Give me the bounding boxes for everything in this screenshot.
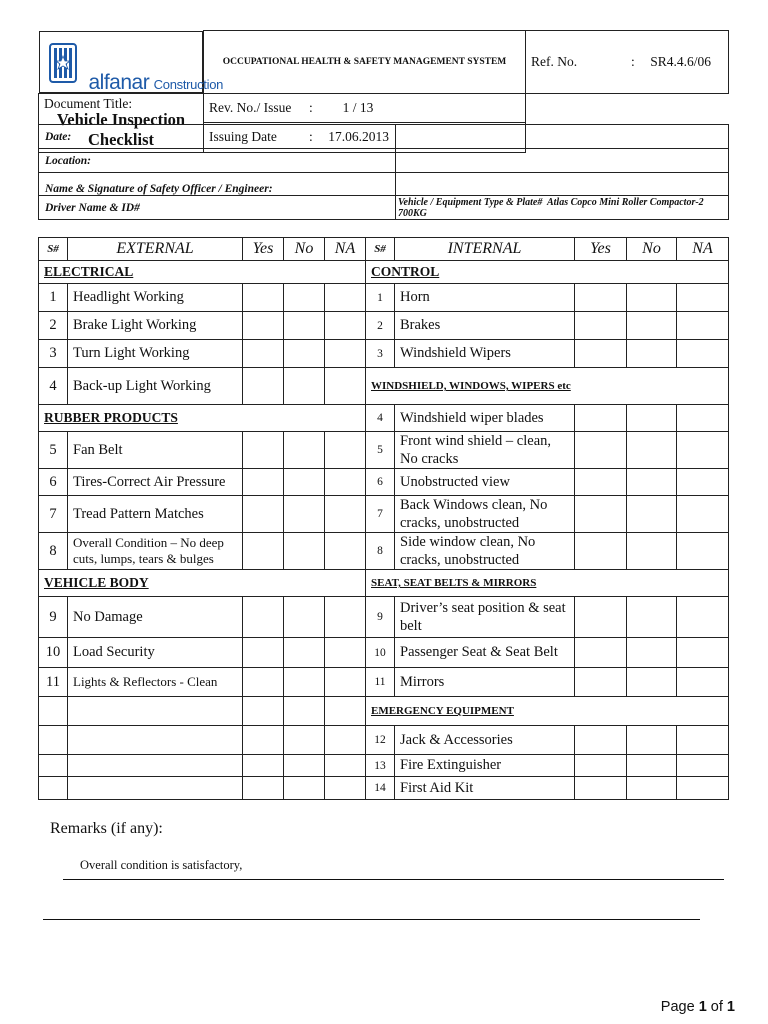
ext-item-label: Fan Belt (68, 432, 243, 469)
vehicle-type-label: Vehicle / Equipment Type & Plate# (398, 196, 543, 208)
int-na-checkbox[interactable] (677, 638, 729, 668)
ext-yes-checkbox[interactable] (243, 496, 284, 533)
int-no-checkbox[interactable] (627, 638, 677, 668)
int-item-number: 5 (366, 432, 395, 469)
int-yes-checkbox[interactable] (575, 284, 627, 312)
ext-no-checkbox[interactable] (284, 496, 325, 533)
ext-item-label: Overall Condition – No deep cuts, lumps, tears & bulges (68, 533, 243, 570)
int-item-number: 14 (366, 777, 395, 800)
ext-item-label: Turn Light Working (68, 340, 243, 368)
issuing-date-value: 17.06.2013 (328, 129, 389, 144)
ext-item-label: Tread Pattern Matches (68, 496, 243, 533)
ext-empty-cell (39, 726, 68, 755)
int-yes-checkbox[interactable] (575, 755, 627, 777)
int-item-number: 6 (366, 469, 395, 496)
int-item-label: Brakes (395, 312, 575, 340)
ext-na-checkbox[interactable] (325, 432, 366, 469)
int-item-label: Unobstructed view (395, 469, 575, 496)
ext-na-checkbox[interactable] (325, 533, 366, 570)
int-no-checkbox[interactable] (627, 726, 677, 755)
col-no-internal: No (627, 238, 677, 261)
ext-yes-checkbox[interactable] (243, 432, 284, 469)
revision-label: Rev. No./ Issue (209, 99, 292, 115)
int-no-checkbox[interactable] (627, 777, 677, 800)
of-word: of (710, 999, 723, 1015)
col-sn-external: S# (39, 238, 68, 261)
remarks-label: Remarks (if any): (50, 820, 163, 837)
col-na-external: NA (325, 238, 366, 261)
ext-item-label: Lights & Reflectors - Clean (68, 668, 243, 697)
int-na-checkbox[interactable] (677, 469, 729, 496)
ext-na-checkbox[interactable] (325, 368, 366, 405)
int-item-label: Windshield Wipers (395, 340, 575, 368)
ref-colon: : (631, 53, 635, 69)
int-na-checkbox[interactable] (677, 284, 729, 312)
ext-yes-checkbox[interactable] (243, 533, 284, 570)
int-yes-checkbox[interactable] (575, 432, 627, 469)
int-no-checkbox[interactable] (627, 496, 677, 533)
ext-yes-checkbox[interactable] (243, 755, 284, 777)
ext-yes-checkbox[interactable] (243, 777, 284, 800)
col-na-internal: NA (677, 238, 729, 261)
issuing-date-colon: : (309, 129, 313, 144)
int-item-number: 10 (366, 638, 395, 668)
ext-no-checkbox[interactable] (284, 668, 325, 697)
remarks-line-1 (63, 879, 724, 880)
int-item-label: Windshield wiper blades (395, 405, 575, 432)
document-title-label: Document Title: (44, 95, 133, 111)
ext-yes-checkbox[interactable] (243, 469, 284, 496)
location-field[interactable] (396, 149, 729, 173)
int-item-label: Mirrors (395, 668, 575, 697)
location-label: Location: (39, 149, 396, 173)
ext-empty-cell (39, 777, 68, 800)
date-label: Date: (39, 125, 396, 149)
int-item-number: 1 (366, 284, 395, 312)
ext-yes-checkbox[interactable] (243, 638, 284, 668)
int-na-checkbox[interactable] (677, 405, 729, 432)
ext-no-checkbox[interactable] (284, 432, 325, 469)
date-field[interactable] (396, 125, 729, 149)
driver-label: Driver Name & ID# (39, 196, 396, 220)
section-emergency-equipment: EMERGENCY EQUIPMENT (366, 697, 729, 726)
ref-number-cell (526, 31, 729, 94)
ext-na-checkbox[interactable] (325, 340, 366, 368)
section-windshield: WINDSHIELD, WINDOWS, WIPERS etc (366, 368, 729, 405)
vehicle-type-value: Atlas Copco Mini Roller Compactor-2 700KG (398, 196, 704, 219)
col-internal: INTERNAL (395, 238, 575, 261)
int-no-checkbox[interactable] (627, 755, 677, 777)
int-item-number: 8 (366, 533, 395, 570)
int-item-label: Horn (395, 284, 575, 312)
int-no-checkbox[interactable] (627, 312, 677, 340)
vehicle-type-cell (396, 196, 729, 220)
ext-na-checkbox[interactable] (325, 638, 366, 668)
ext-na-checkbox[interactable] (325, 668, 366, 697)
int-item-label: Front wind shield – clean, No cracks (395, 432, 575, 469)
ext-item-label: Brake Light Working (68, 312, 243, 340)
ext-item-label: Back-up Light Working (68, 368, 243, 405)
int-item-number: 7 (366, 496, 395, 533)
int-item-number: 13 (366, 755, 395, 777)
ext-empty-cell (39, 755, 68, 777)
document-title: Vehicle Inspection Checklist (56, 109, 186, 149)
section-seat-belts-mirrors: SEAT, SEAT BELTS & MIRRORS (366, 570, 729, 597)
revision-cell (204, 93, 526, 122)
int-yes-checkbox[interactable] (575, 597, 627, 638)
ext-no-checkbox[interactable] (284, 697, 325, 726)
section-rubber-products: RUBBER PRODUCTS (39, 405, 366, 432)
ext-item-label: Tires-Correct Air Pressure (68, 469, 243, 496)
section-vehicle-body: VEHICLE BODY (39, 570, 366, 597)
section-control: CONTROL (366, 261, 729, 284)
int-na-checkbox[interactable] (677, 726, 729, 755)
int-no-checkbox[interactable] (627, 469, 677, 496)
page-total: 1 (726, 999, 735, 1015)
int-na-checkbox[interactable] (677, 755, 729, 777)
int-na-checkbox[interactable] (677, 312, 729, 340)
int-yes-checkbox[interactable] (575, 777, 627, 800)
ref-label: Ref. No. (531, 53, 578, 69)
int-no-checkbox[interactable] (627, 405, 677, 432)
int-yes-checkbox[interactable] (575, 638, 627, 668)
page-word: Page (660, 999, 695, 1015)
int-yes-checkbox[interactable] (575, 533, 627, 570)
int-item-number: 11 (366, 668, 395, 697)
ref-value: SR4.4.6/06 (650, 53, 711, 69)
int-na-checkbox[interactable] (677, 668, 729, 697)
ext-empty-cell (39, 697, 68, 726)
int-na-checkbox[interactable] (677, 496, 729, 533)
int-yes-checkbox[interactable] (575, 405, 627, 432)
int-yes-checkbox[interactable] (575, 496, 627, 533)
int-item-label: Driver’s seat position & seat belt (395, 597, 575, 638)
ext-item-number: 11 (39, 668, 68, 697)
inspection-info-table (38, 124, 729, 220)
section-electrical: ELECTRICAL (39, 261, 366, 284)
int-item-label: First Aid Kit (395, 777, 575, 800)
int-no-checkbox[interactable] (627, 533, 677, 570)
int-yes-checkbox[interactable] (575, 340, 627, 368)
ext-no-checkbox[interactable] (284, 638, 325, 668)
ext-no-checkbox[interactable] (284, 312, 325, 340)
ext-empty-cell (68, 697, 243, 726)
ext-na-checkbox[interactable] (325, 597, 366, 638)
issuing-date-label: Issuing Date (209, 129, 277, 144)
int-na-checkbox[interactable] (677, 777, 729, 800)
int-yes-checkbox[interactable] (575, 726, 627, 755)
int-item-label: Jack & Accessories (395, 726, 575, 755)
int-na-checkbox[interactable] (677, 597, 729, 638)
int-item-label: Fire Extinguisher (395, 755, 575, 777)
ext-na-checkbox[interactable] (325, 697, 366, 726)
ext-yes-checkbox[interactable] (243, 668, 284, 697)
company-logo (39, 31, 224, 94)
page-number (661, 999, 735, 1015)
ext-no-checkbox[interactable] (284, 340, 325, 368)
ext-item-label: No Damage (68, 597, 243, 638)
ext-no-checkbox[interactable] (284, 755, 325, 777)
management-system-title: OCCUPATIONAL HEALTH & SAFETY MANAGEMENT SYSTEM (204, 31, 526, 94)
int-item-label: Passenger Seat & Seat Belt (395, 638, 575, 668)
logo-company-text: alfanar (88, 70, 150, 94)
int-no-checkbox[interactable] (627, 284, 677, 312)
int-no-checkbox[interactable] (627, 432, 677, 469)
col-no-external: No (284, 238, 325, 261)
ext-yes-checkbox[interactable] (243, 697, 284, 726)
ext-no-checkbox[interactable] (284, 533, 325, 570)
ext-yes-checkbox[interactable] (243, 368, 284, 405)
checklist-table (38, 237, 729, 800)
int-na-checkbox[interactable] (677, 533, 729, 570)
int-yes-checkbox[interactable] (575, 469, 627, 496)
int-item-number: 9 (366, 597, 395, 638)
int-item-number: 4 (366, 405, 395, 432)
safety-officer-label: Name & Signature of Safety Officer / Engineer: (39, 173, 396, 196)
ext-no-checkbox[interactable] (284, 597, 325, 638)
ext-item-number: 7 (39, 496, 68, 533)
remarks-line-2 (43, 919, 700, 920)
ext-no-checkbox[interactable] (284, 368, 325, 405)
ext-yes-checkbox[interactable] (243, 340, 284, 368)
ext-item-number: 3 (39, 340, 68, 368)
ext-empty-cell (68, 755, 243, 777)
ext-empty-cell (68, 726, 243, 755)
int-yes-checkbox[interactable] (575, 312, 627, 340)
col-yes-external: Yes (243, 238, 284, 261)
ext-no-checkbox[interactable] (284, 469, 325, 496)
ext-item-number: 9 (39, 597, 68, 638)
int-item-label: Side window clean, No cracks, unobstructed (395, 533, 575, 570)
ext-item-number: 8 (39, 533, 68, 570)
ext-item-number: 4 (39, 368, 68, 405)
ext-na-checkbox[interactable] (325, 284, 366, 312)
ext-na-checkbox[interactable] (325, 496, 366, 533)
int-no-checkbox[interactable] (627, 597, 677, 638)
ext-na-checkbox[interactable] (325, 726, 366, 755)
int-no-checkbox[interactable] (627, 340, 677, 368)
col-yes-internal: Yes (575, 238, 627, 261)
ext-empty-cell (68, 777, 243, 800)
revision-colon: : (309, 99, 313, 115)
ext-na-checkbox[interactable] (325, 312, 366, 340)
ext-item-number: 2 (39, 312, 68, 340)
col-sn-internal: S# (366, 238, 395, 261)
ext-no-checkbox[interactable] (284, 777, 325, 800)
ext-item-label: Load Security (68, 638, 243, 668)
remarks-text[interactable]: Overall condition is satisfactory, (80, 858, 243, 872)
ext-item-number: 1 (39, 284, 68, 312)
int-na-checkbox[interactable] (677, 432, 729, 469)
int-item-number: 12 (366, 726, 395, 755)
ext-no-checkbox[interactable] (284, 284, 325, 312)
logo-division-text: Construction (153, 76, 224, 92)
int-na-checkbox[interactable] (677, 340, 729, 368)
page-current: 1 (698, 999, 707, 1015)
ext-item-number: 6 (39, 469, 68, 496)
ext-yes-checkbox[interactable] (243, 726, 284, 755)
revision-value: 1 / 13 (342, 99, 374, 115)
int-item-number: 2 (366, 312, 395, 340)
ext-item-number: 10 (39, 638, 68, 668)
ext-yes-checkbox[interactable] (243, 597, 284, 638)
ext-yes-checkbox[interactable] (243, 312, 284, 340)
int-no-checkbox[interactable] (627, 668, 677, 697)
col-external: EXTERNAL (68, 238, 243, 261)
ext-item-number: 5 (39, 432, 68, 469)
ext-item-label: Headlight Working (68, 284, 243, 312)
ext-na-checkbox[interactable] (325, 777, 366, 800)
ext-na-checkbox[interactable] (325, 755, 366, 777)
ext-yes-checkbox[interactable] (243, 284, 284, 312)
int-item-number: 3 (366, 340, 395, 368)
int-item-label: Back Windows clean, No cracks, unobstructed (395, 496, 575, 533)
ext-no-checkbox[interactable] (284, 726, 325, 755)
ext-na-checkbox[interactable] (325, 469, 366, 496)
safety-officer-field[interactable] (396, 173, 729, 196)
int-yes-checkbox[interactable] (575, 668, 627, 697)
